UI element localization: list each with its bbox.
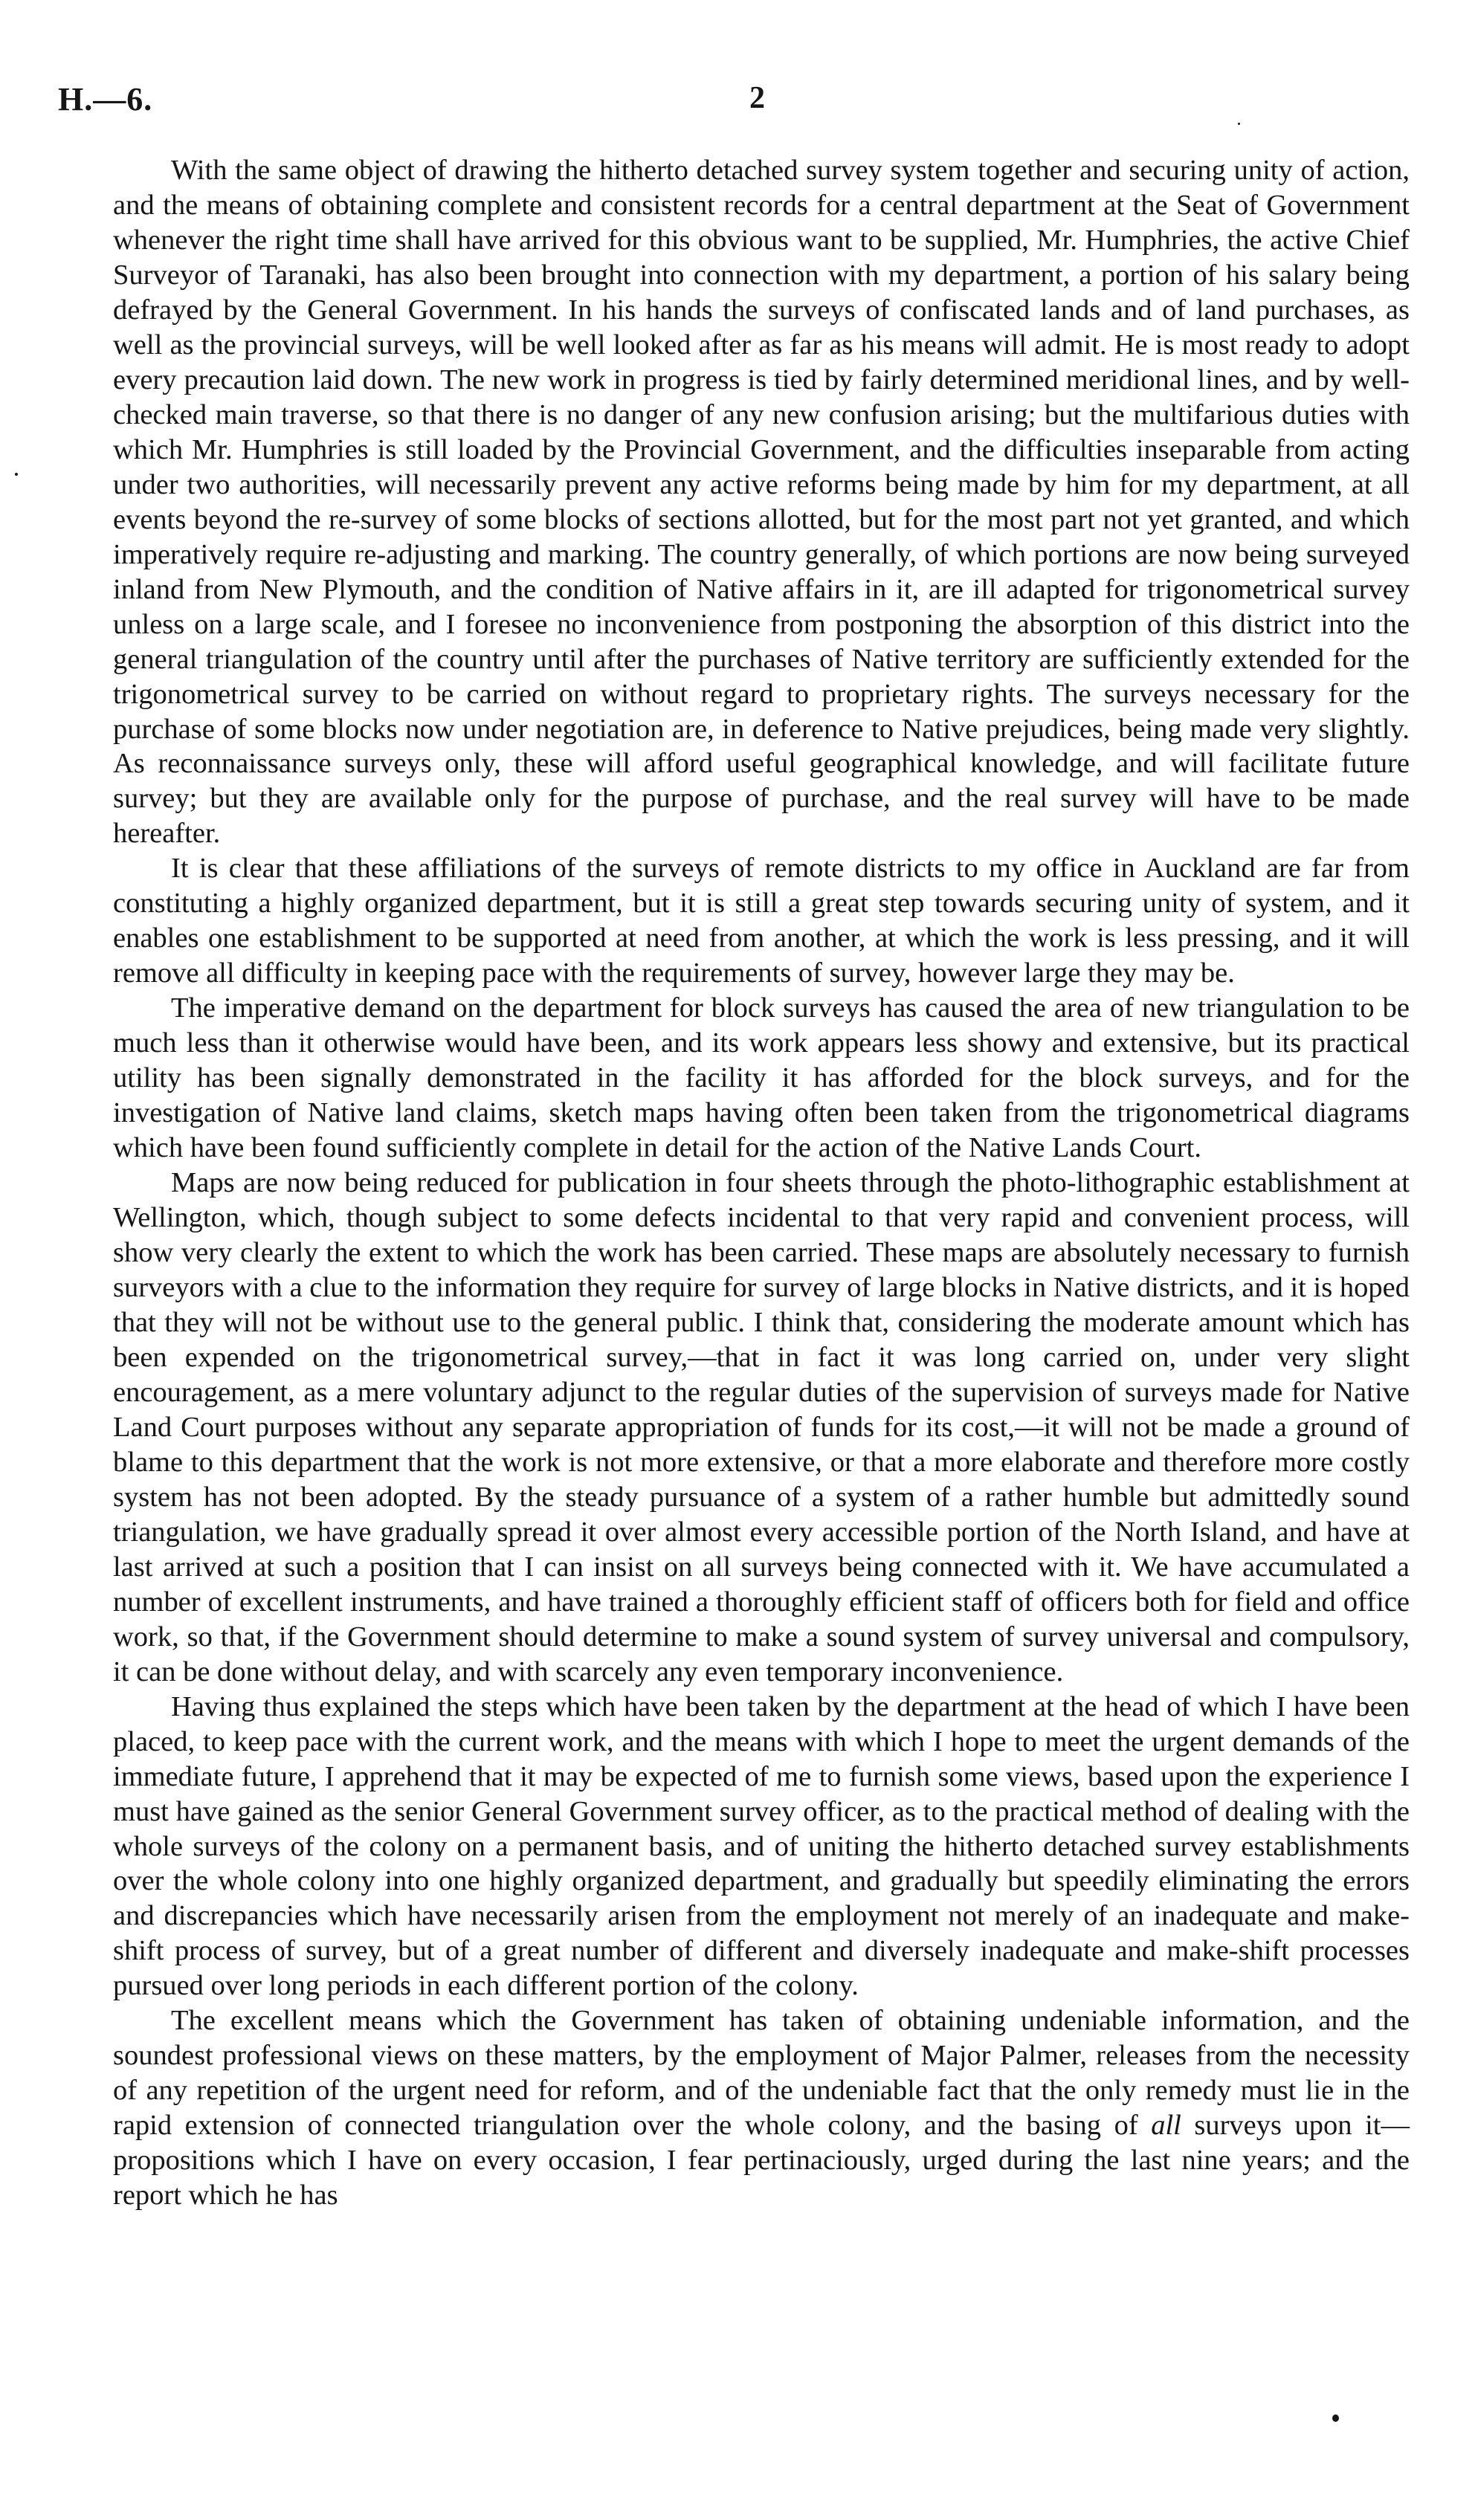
body-text bbox=[113, 153, 1410, 2213]
paragraph: The imperative demand on the department for block surveys has caused the area of new triangulation to be much less than it otherwise would have been, and its work appears less showy and extensive, but its practical utility has been signally demonstrated in the facility it has afforded for the block surveys, and for the investigation of Native land claims, sketch maps having often been taken from the trigonometrical diagrams which have been found sufficiently complete in detail for the action of the Native Lands Court. bbox=[113, 992, 1410, 1164]
paragraph-text: surveys upon it—propositions which I have on every occasion, I fear pertinaciously, urged during the last nine years; and the report which he has bbox=[113, 2110, 1410, 2212]
print-speck bbox=[15, 473, 18, 476]
italic-word: all bbox=[1151, 2110, 1181, 2142]
paragraph: Maps are now being reduced for publication in four sheets through the photo-lithographic establishment at Wellington, which, though subject to some defects incidental to that very rapid and convenient process, will show very clearly the extent to which the work has been carried. These maps are absolutely necessary to furnish surveyors with a clue to the information they require for survey of large blocks in Native districts, and it is hoped that they will not be without use to the general public. I think that, considering the moderate amount which has been expended on the trigonometrical survey,—that in fact it was long carried on, under very slight encouragement, as a mere voluntary adjunct to the regular duties of the supervision of surveys made for Native Land Court purposes without any separate appropriation of funds for its cost,—it will not be made a ground of blame to this department that the work is not more extensive, or that a more elaborate and therefore more costly system has not been adopted. By the steady pursuance of a system of a rather humble but admittedly sound triangulation, we have gradually spread it over almost every accessible portion of the North Island, and have at last arrived at such a position that I can insist on all surveys being connected with it. We have accumulated a number of excellent instruments, and have trained a thoroughly efficient staff of officers both for field and office work, so that, if the Government should determine to make a sound system of survey universal and compulsory, it can be done without delay, and with scarcely any even temporary inconvenience. bbox=[113, 1167, 1410, 1687]
paragraph: Having thus explained the steps which have been taken by the department at the head of which I have been placed, to keep pace with the current work, and the means with which I hope to meet the urgent demands of the immediate future, I apprehend that it may be expected of me to furnish some views, based upon the experience I must have gained as the senior General Government survey officer, as to the practical method of dealing with the whole surveys of the colony on a permanent basis, and of uniting the hitherto detached survey establishments over the whole colony into one highly organized department, and gradually but speedily eliminating the errors and discrepancies which have necessarily arisen from the employment not merely of an inadequate and make-shift process of survey, but of a great number of different and diversely inadequate and make-shift processes pursued over long periods in each different portion of the colony. bbox=[113, 1690, 1410, 2002]
page-header bbox=[0, 80, 1475, 125]
paragraph bbox=[113, 2003, 1410, 2213]
print-mark bbox=[1332, 2414, 1339, 2422]
paragraph-text: The excellent means which the Government has taken of obtaining undeniable information, and the soundest professional views on these matters, by the employment of Major Palmer, releases from the necessity of any repetition of the urgent need for reform, and of the undeniable fact that the only remedy must lie in the rapid extension of connected triangulation over the whole colony, and the basing of bbox=[113, 2005, 1410, 2142]
paragraph: With the same object of drawing the hitherto detached survey system together and securing unity of action, and the means of obtaining complete and consistent records for a central department at the Seat of Government whenever the right time shall have arrived for this obvious want to be supplied, Mr. Humphries, the active Chief Surveyor of Taranaki, has also been brought into connection with my department, a portion of his salary being defrayed by the General Government. In his hands the surveys of confiscated lands and of land purchases, as well as the provincial surveys, will be well looked after as far as his means will admit. He is most ready to adopt every precaution laid down. The new work in progress is tied by fairly determined meridional lines, and by well-checked main traverse, so that there is no danger of any new confusion arising; but the multifarious duties with which Mr. Humphries is still loaded by the Provincial Government, and the difficulties inseparable from acting under two authorities, will necessarily prevent any active reforms being made by him for my department, at all events beyond the re-survey of some blocks of sections allotted, but for the most part not yet granted, and which imperatively require re-adjusting and marking. The country generally, of which portions are now being surveyed inland from New Plymouth, and the condition of Native affairs in it, are ill adapted for trigonometrical survey unless on a large scale, and I foresee no inconvenience from postponing the absorption of this district into the general triangulation of the country until after the purchases of Native territory are sufficiently extended for the trigonometrical survey to be carried on without regard to proprietary rights. The surveys necessary for the purchase of some blocks now under negotiation are, in deference to Native prejudices, being made very slightly. As reconnaissance surveys only, these will afford useful geographical knowledge, and will facilitate future survey; but they are available only for the purpose of purchase, and the real survey will have to be made hereafter. bbox=[113, 155, 1410, 850]
print-speck bbox=[1238, 123, 1240, 125]
page-number: 2 bbox=[749, 81, 765, 115]
paragraph: It is clear that these affiliations of the surveys of remote districts to my office in Auckland are far from constituting a highly organized department, but it is still a great step towards securing unity of system, and it enables one establishment to be supported at need from another, at which the work is less pressing, and it will remove all difficulty in keeping pace with the requirements of survey, however large they may be. bbox=[113, 853, 1410, 989]
paper-reference: H.—6. bbox=[58, 81, 153, 117]
